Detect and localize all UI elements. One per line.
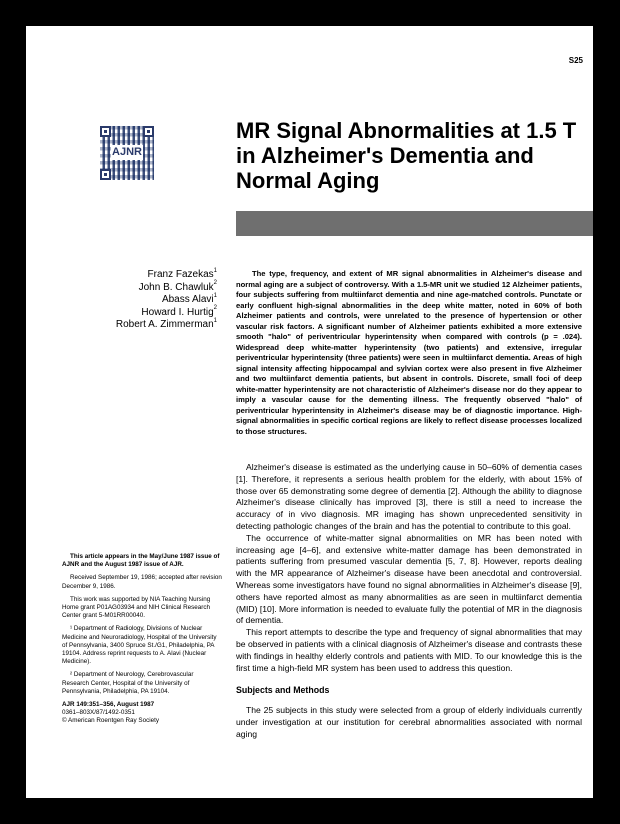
author: John B. Chawluk$^2$ (138, 280, 217, 293)
author: Robert A. Zimmerman$^1$ (115, 317, 217, 330)
abstract: The type, frequency, and extent of MR signal abnormalities in Alzheimer's disease and normal aging are a subject of controversy. With a 1.5-MR unit we studied 12 Alzheimer patients, four subjects suffering from multiinfarct dementia and nine age-matched controls. Punctate or early confluent high-signal abnormalities in the deep white matter, noted in 60% of both Alzheimer patients and controls, were unrelated to the presence of hypertension or other vascular risk factors. A significant number of Alzheimer patients exhibited a more extensive smooth "halo" of periventricular hyperintensity when compared with controls (p = .024). Widespread deep white-matter hyperintensity (two patients) and extensive, irregular periventricular hyperintensity (three patients) were seen in multiinfarct dementia. Areas of high signal intensity affecting hippocampal and sylvian cortex were also present in five Alzheimer and two multiinfarct dementia patients, but absent in controls. Discrete, small foci of deep white-matter hyperintensity are not characteristic of Alzheimer's disease nor do they appear to imply a vascular cause for the dementing illness. The frequently observed "halo" of periventricular hyperintensity in Alzheimer's disease may be of diagnostic importance. High-signal abnormalities in specific cortical regions are likely to reflect disease processes localized to those structures. (236, 269, 582, 436)
citation: AJR 149:351–356, August 1987 (62, 701, 155, 709)
body-paragraph: Alzheimer's disease is estimated as the underlying cause in 50–60% of dementia cases [1]. Therefore, it represents a serious health problem for the elderly, with about 15% of those over 65 demonstrating some degree of dementia [2]. Although the ability to diagnose Alzheimer's disease clinically has improved [3], there is still a need to increase the accuracy of in vivo diagnosis. MR imaging has shown unprecedented sensitivity in detecting pathologic changes of the brain and has the potential to contribute to this goal. (236, 462, 582, 531)
affiliation-note: ² Department of Neurology, Cerebrovascular Research Center, Hospital of the University of Pennsylvania, Philadelphia, PA 19104. (62, 671, 194, 695)
section-heading: Subjects and Methods (236, 685, 330, 696)
received-note: Received September 19, 1986; accepted after revision December 9, 1986. (62, 574, 222, 590)
body-paragraph: The 25 subjects in this study were selected from a group of elderly individuals currently under investigation at our institution for cerebral abnormalities associated with normal aging (236, 705, 582, 739)
body-paragraph: The occurrence of white-matter signal abnormalities on MR has been noted with increasing age [4–6], and extensive white-matter damage has been demonstrated in patients suffering from presumed vascular dementia [5, 7, 8]. However, reports dealing with the MR appearance of Alzheimer's disease have been anecdotal and controversial. Whereas some investigators have found no signal abnormalities in Alzheimer's disease [9], others have reported almost as many abnormalities as are seen in multiinfarct dementia (MID) [10]. More information is needed to evaluate fully the potential of MR in the diagnosis of dementia. (236, 532, 582, 626)
title-divider-bar (236, 211, 593, 236)
body-paragraph: This report attempts to describe the type and frequency of signal abnormalities that may be observed in patients with a clinical diagnosis of Alzheimer's disease and contrasts these with findings in healthy elderly controls and patients with MID. To our knowledge this is the first time a high-field MR system has been used to address this question. (236, 627, 582, 673)
article-footnotes (62, 553, 222, 726)
qr-finder-mark (100, 169, 111, 180)
author-list (116, 269, 217, 332)
copyright: © American Roentgen Ray Society (62, 717, 160, 725)
qr-finder-mark (143, 126, 154, 137)
article-body (236, 462, 582, 741)
journal-page (26, 26, 593, 798)
journal-logo-text: AJNR (112, 146, 142, 158)
author: Franz Fazekas$^1$ (147, 267, 217, 280)
affiliation-note: ¹ Department of Radiology, Divisions of Nuclear Medicine and Neuroradiology, Hospital of the University of Pennsylvania, 3400 Spruce St./G1, Philadelphia, PA 19104. Address reprint requests to A. Alavi (Nuclear Medicine). (62, 625, 217, 666)
author: Howard I. Hurtig$^2$ (141, 305, 217, 318)
qr-finder-mark (100, 126, 111, 137)
funding-note: This work was supported by NIA Teaching Nursing Home grant P01AG03934 and NIH Clinical Research Center grant 5-M01RR00040. (62, 595, 211, 620)
journal-logo-qr (100, 126, 154, 180)
author: Abass Alavi$^1$ (161, 292, 217, 305)
article-title: MR Signal Abnormalities at 1.5 T in Alzheimer's Dementia and Normal Aging (236, 118, 577, 193)
issn: 0361–803X/87/1492-0351 (62, 709, 135, 717)
publication-note: This article appears in the May/June 1987 issue of AJNR and the August 1987 issue of AJR. (62, 553, 220, 569)
page-number: S25 (568, 56, 583, 65)
